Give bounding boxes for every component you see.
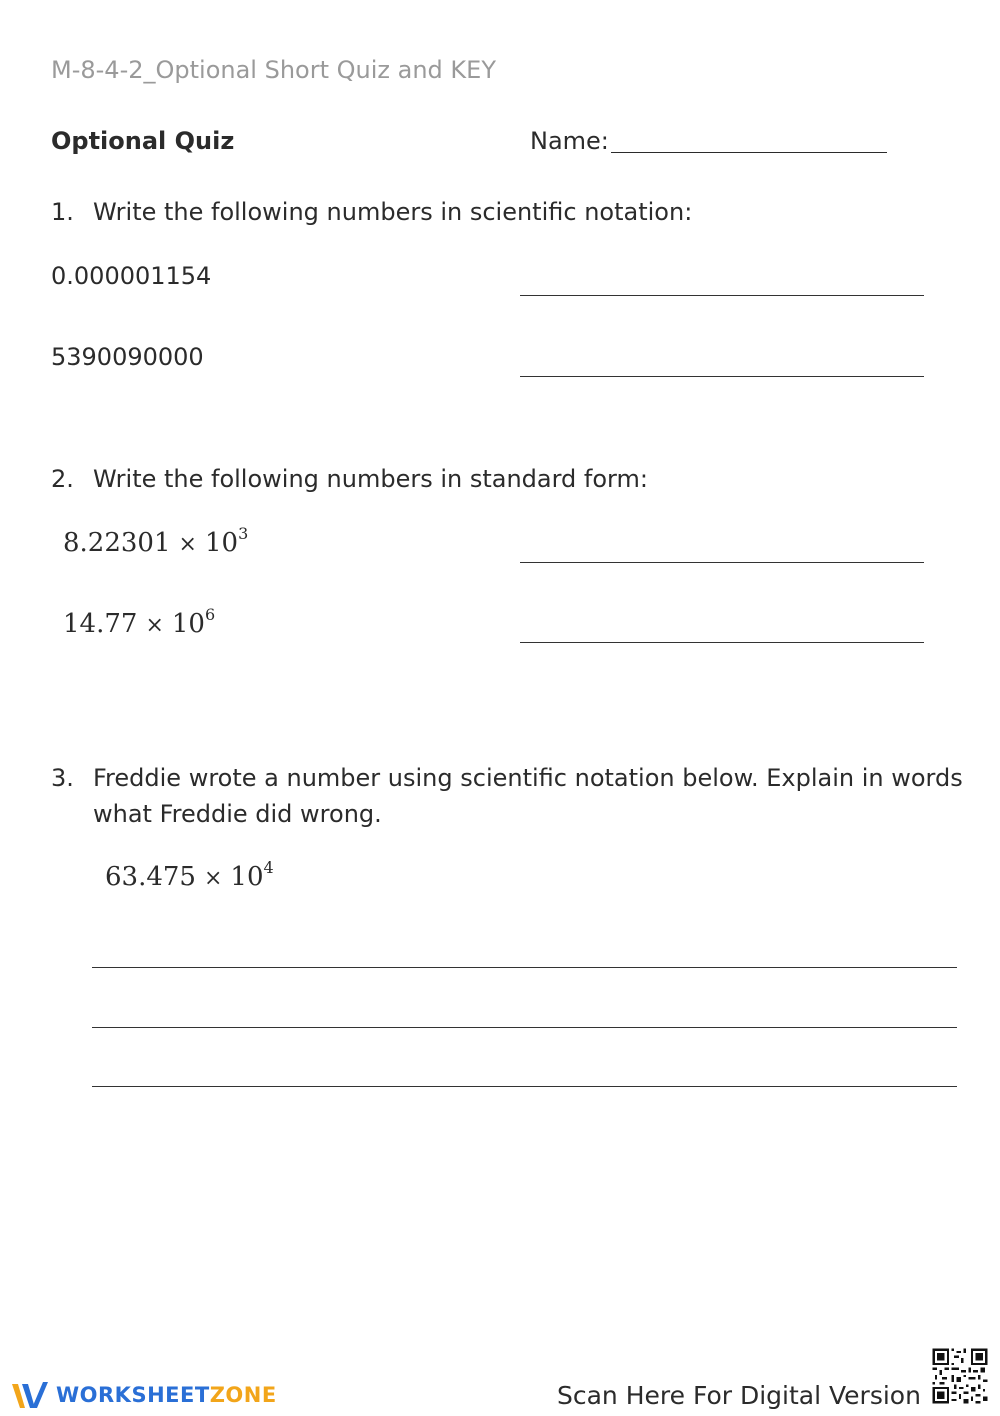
- exponent: 6: [204, 605, 216, 624]
- coefficient: 14.77: [63, 609, 138, 639]
- scan-instruction: Scan Here For Digital Version: [557, 1381, 921, 1410]
- question-3-text-line-2: what Freddie did wrong.: [93, 800, 382, 828]
- question-3-answer-line-2[interactable]: [92, 1027, 957, 1028]
- question-2-expression-2: [63, 605, 216, 639]
- worksheetzone-w-logo-icon: [10, 1378, 50, 1412]
- base: 10: [204, 528, 239, 558]
- times-symbol: ×: [145, 613, 164, 638]
- logo-text-worksheet: WORKSHEET: [56, 1383, 210, 1407]
- exponent: 4: [263, 858, 274, 877]
- base: 10: [171, 609, 205, 639]
- question-1-text: Write the following numbers in scientific notation:: [93, 198, 693, 226]
- question-3-expression: [105, 858, 274, 892]
- question-3-answer-line-1[interactable]: [92, 967, 957, 968]
- question-1-answer-line-2[interactable]: [520, 376, 924, 377]
- question-3-text-line-1: Freddie wrote a number using scientific notation below. Explain in words: [93, 764, 963, 792]
- qr-code-icon[interactable]: [930, 1346, 990, 1406]
- question-2-expression-1: [63, 524, 249, 558]
- logo-text-zone: ZONE: [209, 1383, 277, 1407]
- question-1-item-1: 0.000001154: [51, 262, 212, 290]
- times-symbol: ×: [203, 866, 223, 891]
- question-2-text: Write the following numbers in standard form:: [93, 465, 648, 493]
- quiz-title: Optional Quiz: [51, 127, 235, 155]
- question-1-answer-line-1[interactable]: [520, 295, 924, 296]
- question-1-item-2: 5390090000: [51, 343, 204, 371]
- coefficient: 63.475: [105, 862, 196, 892]
- name-label: Name:: [530, 127, 609, 155]
- base: 10: [230, 862, 264, 892]
- question-1-number: 1.: [51, 198, 74, 226]
- name-answer-line[interactable]: [611, 152, 887, 153]
- question-3-answer-line-3[interactable]: [92, 1086, 957, 1087]
- document-title: M-8-4-2_Optional Short Quiz and KEY: [51, 56, 496, 84]
- exponent: 3: [238, 524, 249, 543]
- coefficient: 8.22301: [63, 528, 171, 558]
- question-2-number: 2.: [51, 465, 74, 493]
- question-2-answer-line-1[interactable]: [520, 562, 924, 563]
- question-2-answer-line-2[interactable]: [520, 642, 924, 643]
- question-3-number: 3.: [51, 764, 74, 792]
- times-symbol: ×: [178, 532, 197, 557]
- worksheetzone-logo[interactable]: [10, 1378, 277, 1412]
